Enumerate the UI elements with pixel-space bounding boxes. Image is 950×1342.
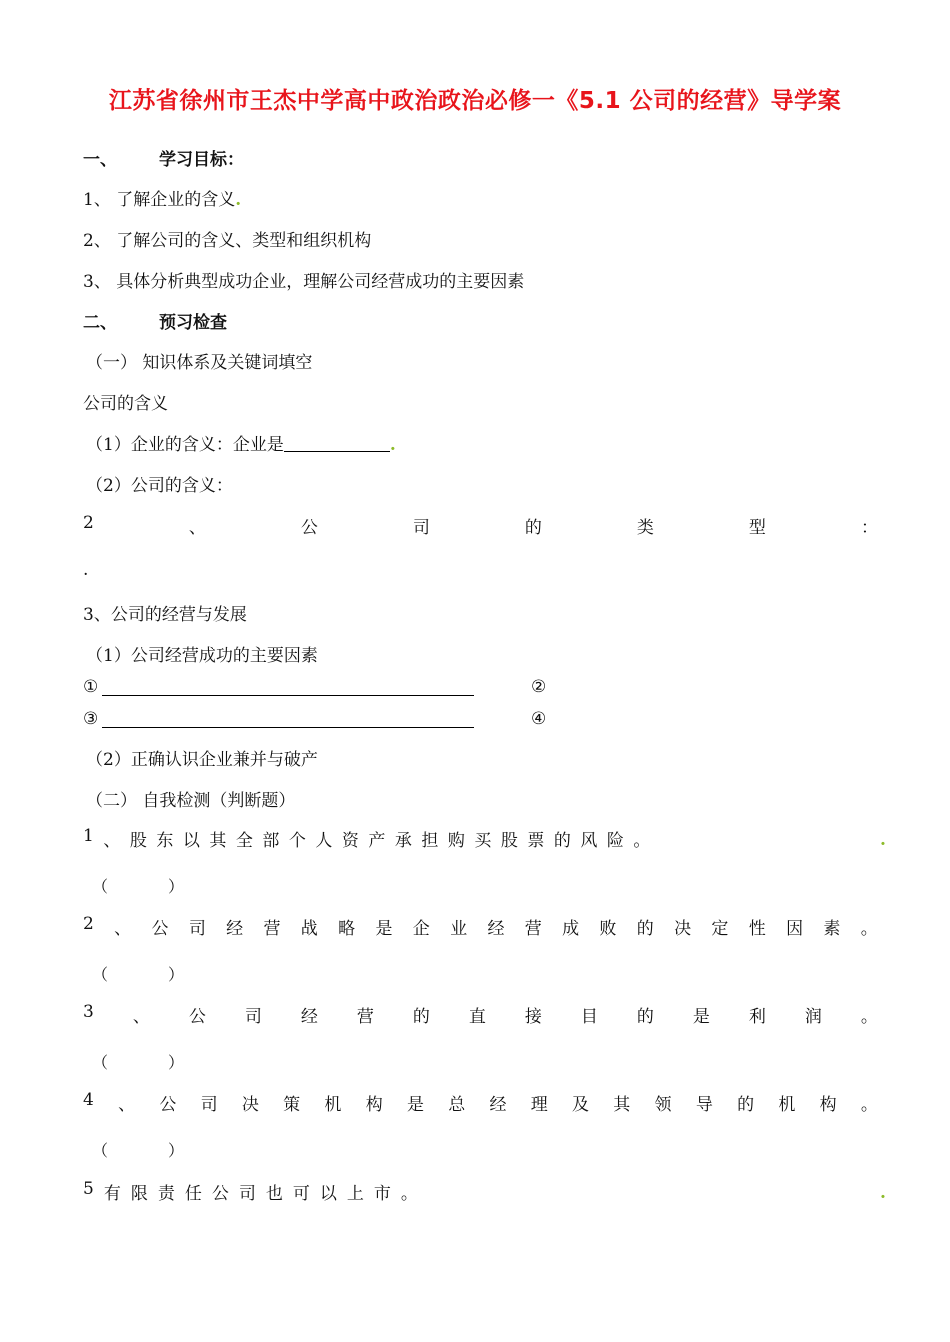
- question-char: 人: [315, 831, 333, 851]
- question-char: 限: [130, 1184, 148, 1204]
- question-char: 司: [244, 1007, 262, 1027]
- question-char: 公: [159, 1095, 177, 1115]
- question-char: 机: [778, 1095, 796, 1115]
- question-char: 成: [562, 919, 580, 939]
- question-char: 以: [182, 831, 200, 851]
- question-char: 经: [300, 1007, 318, 1027]
- question-char: 。: [860, 1095, 878, 1115]
- objective-item: 1、 了解企业的含义.: [83, 190, 242, 210]
- question-char: 1: [83, 826, 94, 846]
- answer-parentheses[interactable]: （ ）: [92, 877, 185, 896]
- section-number: 二、: [83, 313, 117, 333]
- judgment-question: [83, 1090, 878, 1115]
- question-char: 策: [283, 1095, 301, 1115]
- question-char: 是: [406, 1095, 424, 1115]
- section-heading-objectives: [83, 145, 244, 170]
- factor-4-marker: ④: [531, 709, 547, 729]
- answer-parentheses[interactable]: （ ）: [92, 1141, 185, 1160]
- question-char: 企: [412, 919, 430, 939]
- question-char: 公: [211, 1184, 229, 1204]
- question-char: 责: [157, 1184, 175, 1204]
- question-char: 决: [241, 1095, 259, 1115]
- justified-char: 、: [188, 518, 206, 538]
- answer-parentheses[interactable]: （ ）: [92, 965, 185, 984]
- question-char: 的: [412, 1007, 430, 1027]
- section-number: 一、: [83, 150, 117, 170]
- question-char: 败: [599, 919, 617, 939]
- question-enterprise-meaning: （1）企业的含义：企业是 .: [86, 435, 396, 455]
- question-char: 因: [786, 919, 804, 939]
- justified-char: 2: [83, 513, 94, 533]
- trailing-mark: .: [880, 830, 886, 850]
- question-char: 购: [447, 831, 465, 851]
- question-char: 、: [103, 831, 121, 851]
- question-char: 市: [373, 1184, 391, 1204]
- question-char: 领: [654, 1095, 672, 1115]
- question-company-meaning: （2）公司的含义：: [86, 476, 233, 496]
- question-char: 以: [319, 1184, 337, 1204]
- question-char: 司: [188, 919, 206, 939]
- judgment-question: [83, 826, 650, 851]
- question-char: 经: [487, 919, 505, 939]
- question-char: 构: [819, 1095, 837, 1115]
- justified-char: 公: [300, 518, 318, 538]
- question-char: 公: [188, 1007, 206, 1027]
- question-char: 产: [368, 831, 386, 851]
- question-char: 润: [804, 1007, 822, 1027]
- section-heading-preview: [83, 308, 227, 333]
- question-char: 全: [235, 831, 253, 851]
- question-char: 个: [288, 831, 306, 851]
- justified-char: 司: [412, 518, 430, 538]
- question-char: 担: [421, 831, 439, 851]
- question-success-factors: （1）公司经营成功的主要因素: [86, 646, 318, 666]
- question-char: 营: [524, 919, 542, 939]
- question-char: 3: [83, 1002, 94, 1022]
- justified-char: ：: [860, 518, 878, 538]
- factor-1-blank[interactable]: [102, 679, 474, 696]
- question-char: 。: [860, 1007, 878, 1027]
- question-merger-bankruptcy: （2）正确认识企业兼并与破产: [86, 750, 318, 770]
- trailing-mark: .: [880, 1183, 886, 1203]
- objective-item: 2、 了解公司的含义、类型和组织机构: [83, 231, 372, 251]
- question-char: 定: [711, 919, 729, 939]
- question-char: 承: [394, 831, 412, 851]
- page-title: 江苏省徐州市王杰中学高中政治政治必修一《5.1 公司的经营》导学案: [108, 88, 842, 114]
- justified-char: 的: [524, 518, 542, 538]
- question-char: 营: [263, 919, 281, 939]
- question-char: 可: [292, 1184, 310, 1204]
- question-char: 业: [450, 919, 468, 939]
- question-char: 的: [737, 1095, 755, 1115]
- question-char: 营: [356, 1007, 374, 1027]
- question-char: 是: [375, 919, 393, 939]
- question-char: 的: [636, 919, 654, 939]
- question-char: 构: [365, 1095, 383, 1115]
- question-char: 股: [129, 831, 147, 851]
- question-char: 目: [580, 1007, 598, 1027]
- question-char: 是: [692, 1007, 710, 1027]
- objective-item: 3、 具体分析典型成功企业，理解公司经营成功的主要因素: [83, 272, 525, 292]
- judgment-question: [83, 914, 878, 939]
- question-char: 4: [83, 1090, 94, 1110]
- question-char: 的: [553, 831, 571, 851]
- section-label: 预习检查: [159, 313, 227, 333]
- question-char: 直: [468, 1007, 486, 1027]
- question-char: 导: [695, 1095, 713, 1115]
- question-operation-development: 3、公司的经营与发展: [83, 605, 247, 625]
- topic-heading: 公司的含义: [83, 394, 168, 414]
- question-char: 决: [674, 919, 692, 939]
- question-char: 经: [489, 1095, 507, 1115]
- question-char: 东: [156, 831, 174, 851]
- question-char: 理: [530, 1095, 548, 1115]
- question-char: 公: [151, 919, 169, 939]
- question-char: 。: [860, 919, 878, 939]
- judgment-question: [83, 1002, 878, 1027]
- question-char: 司: [238, 1184, 256, 1204]
- question-char: 。: [633, 831, 651, 851]
- question-char: 接: [524, 1007, 542, 1027]
- question-char: 及: [572, 1095, 590, 1115]
- question-char: 、: [132, 1007, 150, 1027]
- question-char: 任: [184, 1184, 202, 1204]
- factor-2-marker: ②: [531, 677, 547, 697]
- question-char: 、: [114, 919, 132, 939]
- question-char: 有: [103, 1184, 121, 1204]
- question-char: 素: [823, 919, 841, 939]
- factor-1-marker: ①: [83, 677, 99, 697]
- question-char: 票: [527, 831, 545, 851]
- question-char: 风: [580, 831, 598, 851]
- question-char: 其: [209, 831, 227, 851]
- justified-char: 型: [748, 518, 766, 538]
- justified-char: 类: [636, 518, 654, 538]
- question-char: 资: [341, 831, 359, 851]
- question-char: 买: [474, 831, 492, 851]
- section-label: 学习目标：: [159, 150, 244, 170]
- question-char: 机: [324, 1095, 342, 1115]
- question-char: 其: [613, 1095, 631, 1115]
- answer-parentheses[interactable]: （ ）: [92, 1053, 185, 1072]
- question-char: 性: [748, 919, 766, 939]
- question-char: 战: [300, 919, 318, 939]
- question-char: 2: [83, 914, 94, 934]
- question-char: 险: [606, 831, 624, 851]
- question-char: 利: [748, 1007, 766, 1027]
- question-char: 略: [338, 919, 356, 939]
- trailing-period: .: [83, 560, 89, 580]
- question-char: 。: [400, 1184, 418, 1204]
- factor-3-marker: ③: [83, 709, 99, 729]
- question-company-types: [83, 513, 878, 538]
- question-char: 部: [262, 831, 280, 851]
- question-char: 、: [118, 1095, 136, 1115]
- judgment-question: [83, 1179, 418, 1204]
- question-char: 也: [265, 1184, 283, 1204]
- question-char: 上: [346, 1184, 364, 1204]
- question-char: 司: [200, 1095, 218, 1115]
- fill-blank[interactable]: [284, 435, 390, 452]
- question-char: 总: [448, 1095, 466, 1115]
- question-char: 股: [500, 831, 518, 851]
- question-char: 5: [83, 1179, 94, 1199]
- part-heading: （一） 知识体系及关键词填空: [86, 353, 313, 373]
- factor-3-blank[interactable]: [102, 711, 474, 728]
- part-heading: （二） 自我检测（判断题）: [86, 791, 296, 811]
- question-char: 的: [636, 1007, 654, 1027]
- question-char: 经: [226, 919, 244, 939]
